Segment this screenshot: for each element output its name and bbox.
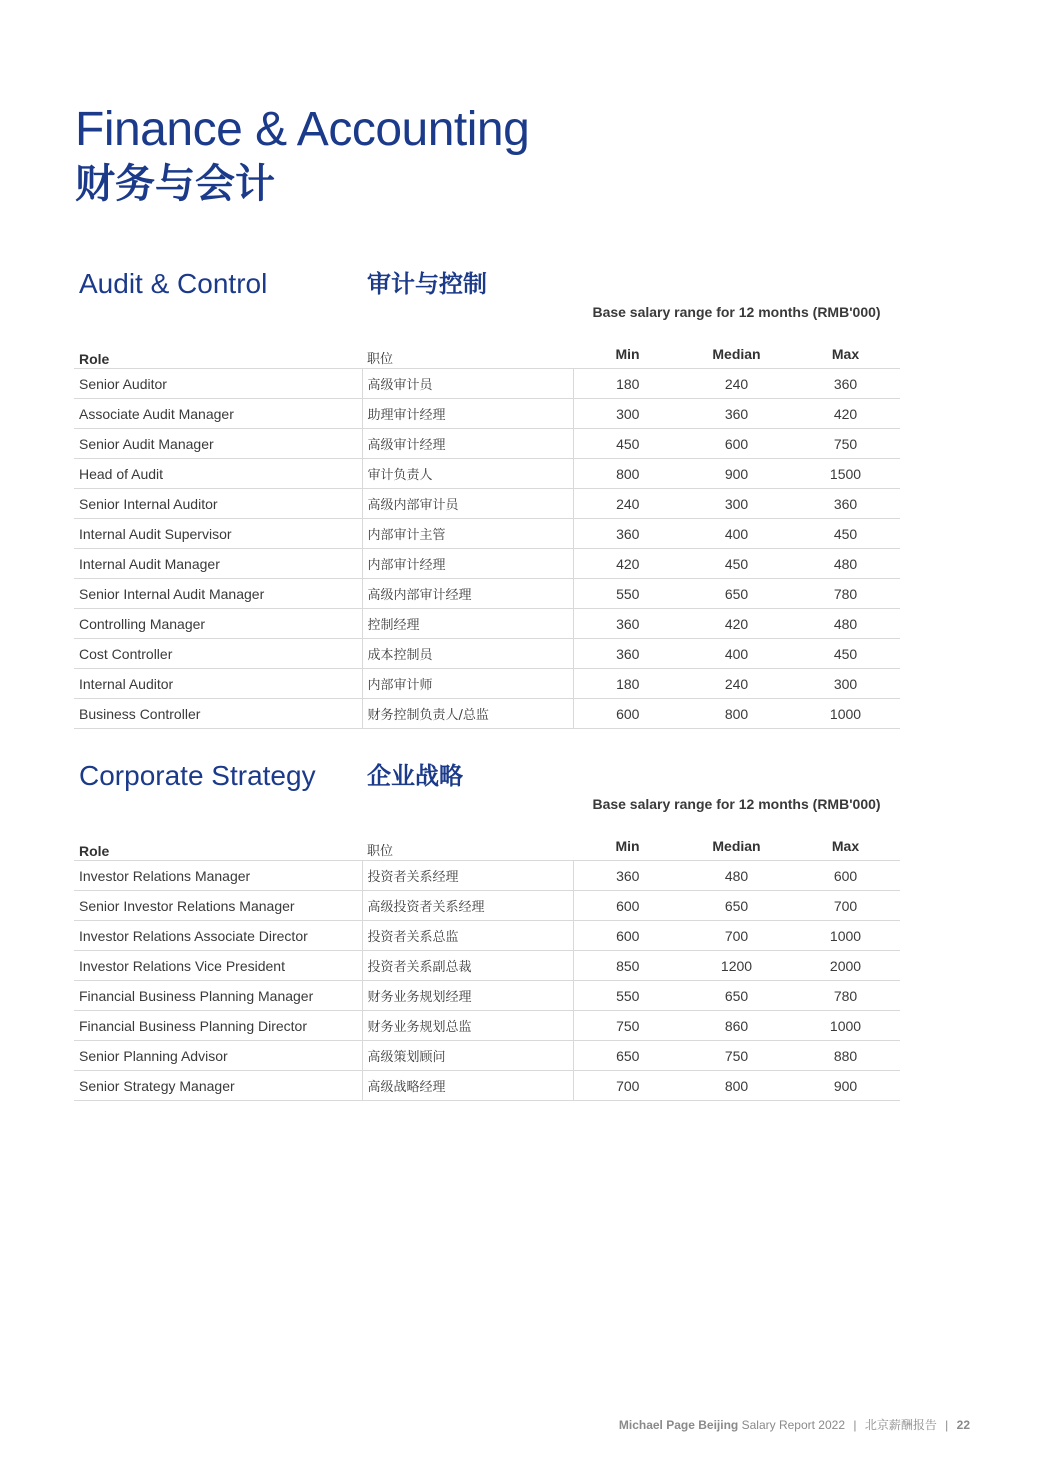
min-cell: 420 — [573, 549, 682, 579]
max-cell: 360 — [791, 489, 900, 519]
table-row — [74, 1071, 900, 1101]
role-cell: Financial Business Planning Director — [74, 1011, 362, 1041]
role-cell: Senior Auditor — [74, 369, 362, 399]
table-row — [74, 669, 900, 699]
max-cell: 420 — [791, 399, 900, 429]
table-row — [74, 891, 900, 921]
header-role: Role — [79, 843, 110, 859]
min-cell: 600 — [573, 699, 682, 729]
section-title-chinese: 审计与控制 — [367, 270, 487, 298]
max-cell: 1500 — [791, 459, 900, 489]
section-audit-control — [0, 266, 1042, 723]
min-cell: 240 — [573, 489, 682, 519]
median-cell: 480 — [682, 861, 791, 891]
min-cell: 450 — [573, 429, 682, 459]
role-cell: Business Controller — [74, 699, 362, 729]
min-cell: 180 — [573, 669, 682, 699]
min-cell: 700 — [573, 1071, 682, 1101]
role-cn-cell: 高级投资者关系经理 — [362, 891, 573, 921]
max-cell: 2000 — [791, 951, 900, 981]
role-cn-cell: 内部审计经理 — [362, 549, 573, 579]
header-role: Role — [79, 351, 110, 367]
salary-range-caption: Base salary range for 12 months (RMB'000) — [592, 796, 881, 812]
median-cell: 900 — [682, 459, 791, 489]
max-cell: 480 — [791, 609, 900, 639]
role-cell: Internal Audit Manager — [74, 549, 362, 579]
header-max: Max — [831, 346, 860, 362]
role-cn-cell: 助理审计经理 — [362, 399, 573, 429]
role-cn-cell: 高级审计经理 — [362, 429, 573, 459]
role-cell: Investor Relations Manager — [74, 861, 362, 891]
max-cell: 700 — [791, 891, 900, 921]
max-cell: 750 — [791, 429, 900, 459]
role-cell: Head of Audit — [74, 459, 362, 489]
page-title: Finance & Accounting — [75, 103, 530, 156]
role-cn-cell: 财务业务规划总监 — [362, 1011, 573, 1041]
section-title: Audit & Control — [79, 268, 268, 299]
min-cell: 650 — [573, 1041, 682, 1071]
section-title-chinese: 企业战略 — [367, 762, 463, 790]
table-row — [74, 921, 900, 951]
section-title: Corporate Strategy — [79, 760, 316, 791]
min-cell: 360 — [573, 861, 682, 891]
min-cell: 360 — [573, 639, 682, 669]
median-cell: 800 — [682, 1071, 791, 1101]
table-row — [74, 519, 900, 549]
median-cell: 240 — [682, 669, 791, 699]
max-cell: 480 — [791, 549, 900, 579]
min-cell: 360 — [573, 609, 682, 639]
header-median: Median — [712, 346, 761, 362]
max-cell: 900 — [791, 1071, 900, 1101]
max-cell: 1000 — [791, 1011, 900, 1041]
page-title-chinese: 财务与会计 — [75, 161, 275, 207]
footer-report-title: Salary Report 2022 — [741, 1418, 845, 1432]
role-cn-cell: 财务业务规划经理 — [362, 981, 573, 1011]
min-cell: 600 — [573, 921, 682, 951]
role-cn-cell: 财务控制负责人/总监 — [362, 699, 573, 729]
role-cell: Senior Internal Auditor — [74, 489, 362, 519]
median-cell: 700 — [682, 921, 791, 951]
table-row — [74, 429, 900, 459]
max-cell: 450 — [791, 519, 900, 549]
footer-separator: | — [853, 1418, 857, 1432]
median-cell: 240 — [682, 369, 791, 399]
role-cn-cell: 审计负责人 — [362, 459, 573, 489]
table-row — [74, 861, 900, 891]
max-cell: 880 — [791, 1041, 900, 1071]
role-cell: Senior Investor Relations Manager — [74, 891, 362, 921]
role-cell: Senior Audit Manager — [74, 429, 362, 459]
role-cn-cell: 控制经理 — [362, 609, 573, 639]
footer-separator: | — [945, 1418, 949, 1432]
section-corporate-strategy — [0, 758, 1042, 1095]
page-footer — [619, 1416, 970, 1434]
median-cell: 800 — [682, 699, 791, 729]
table-row — [74, 399, 900, 429]
salary-table — [74, 326, 900, 729]
median-cell: 420 — [682, 609, 791, 639]
median-cell: 650 — [682, 891, 791, 921]
header-max: Max — [831, 838, 860, 854]
table-row — [74, 951, 900, 981]
table-row — [74, 369, 900, 399]
role-cn-cell: 投资者关系副总裁 — [362, 951, 573, 981]
table-row — [74, 489, 900, 519]
table-row — [74, 699, 900, 729]
page-number: 22 — [956, 1418, 970, 1432]
median-cell: 360 — [682, 399, 791, 429]
median-cell: 400 — [682, 639, 791, 669]
role-cell: Financial Business Planning Manager — [74, 981, 362, 1011]
salary-table — [74, 818, 900, 1101]
header-role-chinese: 职位 — [367, 844, 394, 859]
role-cell: Senior Internal Audit Manager — [74, 579, 362, 609]
role-cn-cell: 高级内部审计经理 — [362, 579, 573, 609]
role-cell: Internal Auditor — [74, 669, 362, 699]
header-min: Min — [615, 838, 640, 854]
median-cell: 650 — [682, 579, 791, 609]
min-cell: 300 — [573, 399, 682, 429]
max-cell: 600 — [791, 861, 900, 891]
role-cell: Controlling Manager — [74, 609, 362, 639]
min-cell: 850 — [573, 951, 682, 981]
role-cell: Associate Audit Manager — [74, 399, 362, 429]
median-cell: 300 — [682, 489, 791, 519]
role-cell: Senior Strategy Manager — [74, 1071, 362, 1101]
median-cell: 600 — [682, 429, 791, 459]
min-cell: 750 — [573, 1011, 682, 1041]
footer-brand: Michael Page Beijing — [618, 1418, 739, 1432]
role-cn-cell: 内部审计师 — [362, 669, 573, 699]
median-cell: 650 — [682, 981, 791, 1011]
max-cell: 360 — [791, 369, 900, 399]
role-cn-cell: 投资者关系经理 — [362, 861, 573, 891]
max-cell: 1000 — [791, 699, 900, 729]
role-cn-cell: 高级战略经理 — [362, 1071, 573, 1101]
table-row — [74, 609, 900, 639]
role-cn-cell: 高级内部审计员 — [362, 489, 573, 519]
role-cn-cell: 投资者关系总监 — [362, 921, 573, 951]
table-header-row — [74, 818, 900, 861]
salary-range-caption: Base salary range for 12 months (RMB'000) — [592, 304, 881, 320]
median-cell: 1200 — [682, 951, 791, 981]
table-row — [74, 981, 900, 1011]
role-cell: Internal Audit Supervisor — [74, 519, 362, 549]
role-cn-cell: 高级策划顾问 — [362, 1041, 573, 1071]
table-row — [74, 1011, 900, 1041]
min-cell: 800 — [573, 459, 682, 489]
role-cell: Investor Relations Associate Director — [74, 921, 362, 951]
median-cell: 750 — [682, 1041, 791, 1071]
median-cell: 860 — [682, 1011, 791, 1041]
table-row — [74, 459, 900, 489]
role-cell: Senior Planning Advisor — [74, 1041, 362, 1071]
min-cell: 180 — [573, 369, 682, 399]
table-row — [74, 1041, 900, 1071]
role-cell: Investor Relations Vice President — [74, 951, 362, 981]
table-row — [74, 639, 900, 669]
footer-report-title-chinese: 北京薪酬报告 — [864, 1418, 937, 1432]
table-row — [74, 579, 900, 609]
header-min: Min — [615, 346, 640, 362]
max-cell: 1000 — [791, 921, 900, 951]
role-cn-cell: 内部审计主管 — [362, 519, 573, 549]
table-row — [74, 549, 900, 579]
role-cell: Cost Controller — [74, 639, 362, 669]
table-header-row — [74, 326, 900, 369]
role-cn-cell: 高级审计员 — [362, 369, 573, 399]
max-cell: 780 — [791, 981, 900, 1011]
max-cell: 450 — [791, 639, 900, 669]
min-cell: 360 — [573, 519, 682, 549]
max-cell: 300 — [791, 669, 900, 699]
header-median: Median — [712, 838, 761, 854]
min-cell: 600 — [573, 891, 682, 921]
min-cell: 550 — [573, 981, 682, 1011]
max-cell: 780 — [791, 579, 900, 609]
min-cell: 550 — [573, 579, 682, 609]
role-cn-cell: 成本控制员 — [362, 639, 573, 669]
median-cell: 450 — [682, 549, 791, 579]
median-cell: 400 — [682, 519, 791, 549]
header-role-chinese: 职位 — [367, 352, 394, 367]
